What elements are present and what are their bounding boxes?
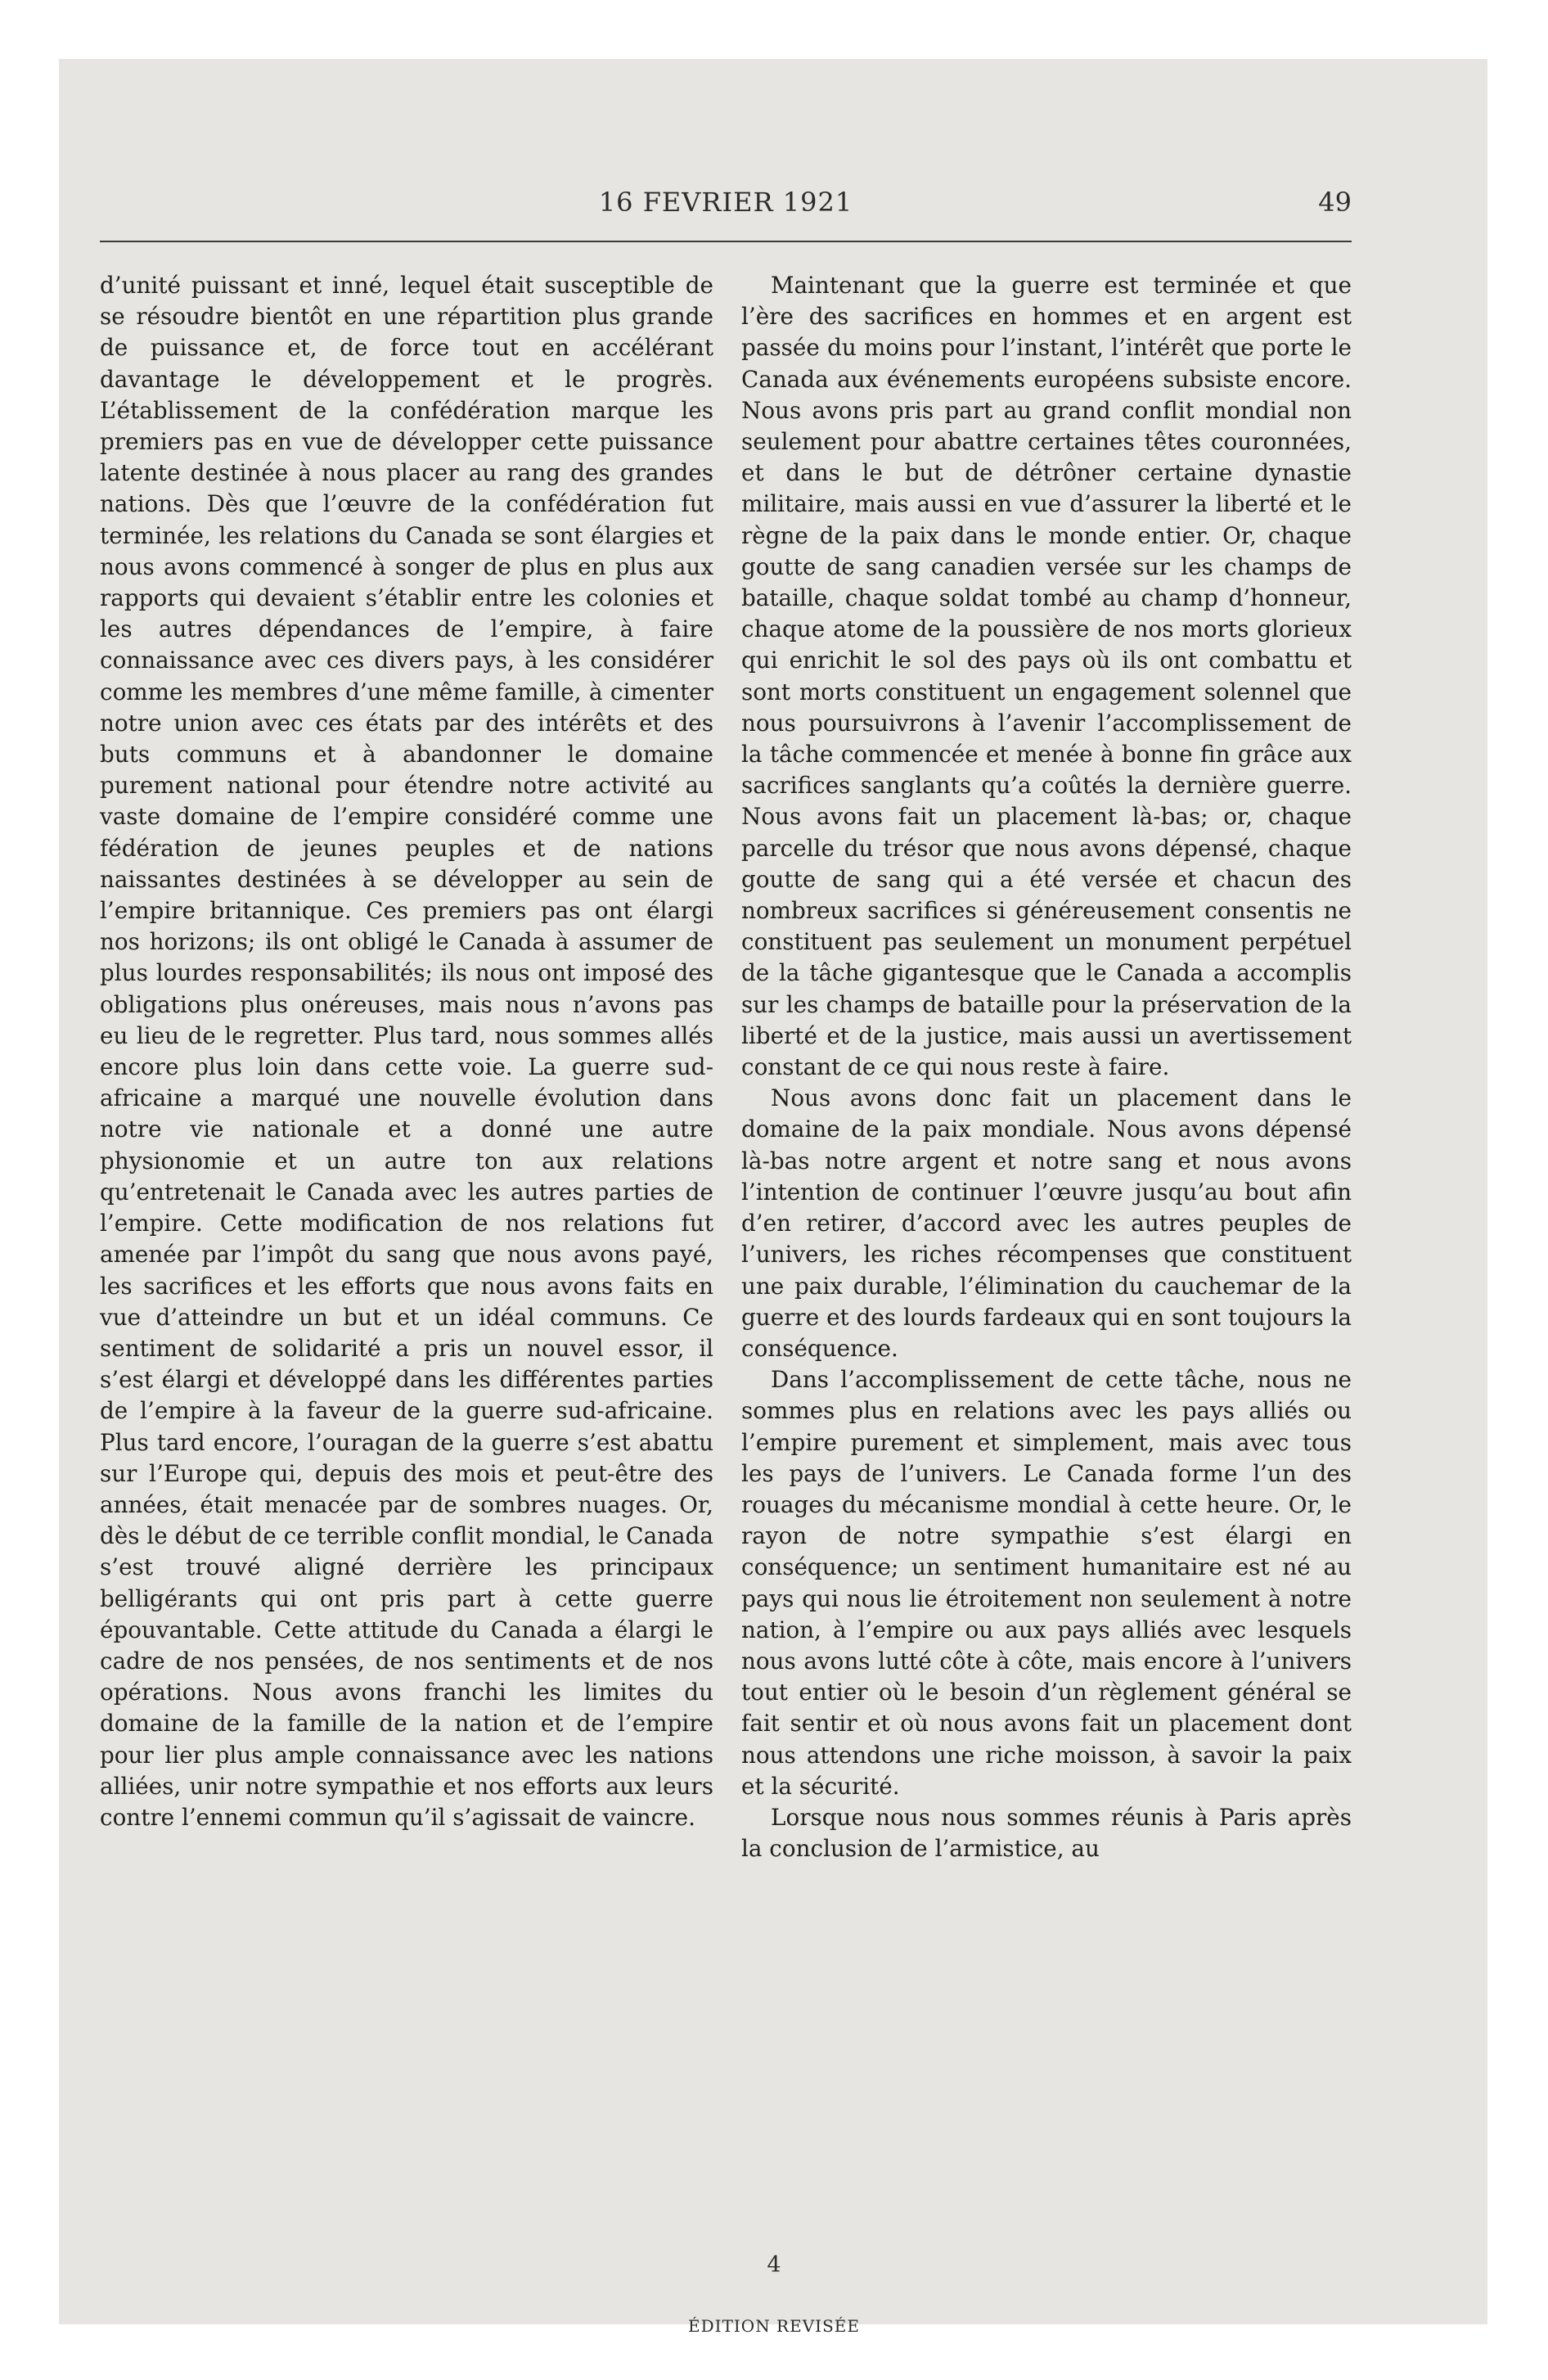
right-paragraph-1: Maintenant que la guerre est terminée et que l’ère des sacrifices en hommes et en argent est passée du moins pour l’instant, l’intérêt que porte le Canada aux événements européens subsiste encore. Nous avons pris part au grand conflit mondial non seulement pour abattre certaines têtes couronnées, et dans le but de détrôner certaine dynastie militaire, mais aussi en vue d’assurer la liberté et le règne de la paix dans le monde entier. Or, chaque goutte de sang canadien versée sur les champs de bataille, chaque soldat tombé au champ d’honneur, chaque atome de la poussière de nos morts glorieux qui enrichit le sol des pays où ils ont combattu et sont morts constituent un engagement solennel que nous poursuivrons à l’avenir l’accomplissement de la tâche commencée et menée à bonne fin grâce aux sacrifices sanglants qu’a coûtés la dernière guerre. Nous avons fait un placement là-bas; or, chaque parcelle du trésor que nous avons dépensé, chaque goutte de sang qui a été versée et chacun des nombreux sacrifices si généreusement consentis ne constituent pas seulement un monument perpétuel de la tâche gigantesque que le Canada a accomplis sur les champs de bataille pour la préservation de la liberté et de la justice, mais aussi un avertissement constant de ce qui nous reste à faire. xyxy=(741,272,1352,1081)
page-date: 16 FEVRIER 1921 xyxy=(598,187,853,218)
right-column xyxy=(741,270,1352,1864)
signature-mark: 4 xyxy=(767,2252,781,2278)
right-paragraph-4: Lorsque nous nous sommes réunis à Paris après la conclusion de l’armistice, au xyxy=(741,1803,1352,1863)
header-rule xyxy=(100,241,1352,242)
left-paragraph-1: d’unité puissant et inné, lequel était susceptible de se résoudre bientôt en une répartition plus grande de puissance et, de force tout en accélérant davantage le développement et le progrès. L’établissement de la confédération marque les premiers pas en vue de développer cette puissance latente destinée à nous placer au rang des grandes nations. Dès que l’œuvre de la confédération fut terminée, les relations du Canada se sont élargies et nous avons commencé à songer de plus en plus aux rapports qui devaient s’établir entre les colonies et les autres dépendances de l’empire, à faire connaissance avec ces divers pays, à les considérer comme les membres d’une même famille, à cimenter notre union avec ces états par des intérêts et des buts communs et à abandonner le domaine purement national pour étendre notre activité au vaste domaine de l’empire considéré comme une fédération de jeunes peuples et de nations naissantes destinées à se développer au sein de l’empire britannique. Ces premiers pas ont élargi nos horizons; ils ont obligé le Canada à assumer de plus lourdes responsabilités; ils nous ont imposé des obligations plus onéreuses, mais nous n’avons pas eu lieu de le regretter. Plus tard, nous sommes allés encore plus loin dans cette voie. La guerre sud-africaine a marqué une nouvelle évolution dans notre vie nationale et a donné une autre physionomie et un autre ton aux relations qu’entretenait le Canada avec les autres parties de l’empire. Cette modification de nos relations fut amenée par l’impôt du sang que nous avons payé, les sacrifices et les efforts que nous avons faits en vue d’atteindre un but et un idéal communs. Ce sentiment de solidarité a pris un nouvel essor, il s’est élargi et développé dans les différentes parties de l’empire à la faveur de la guerre sud-africaine. Plus tard encore, l’ouragan de la guerre s’est abattu sur l’Europe qui, depuis des mois et peut-être des années, était menacée par de sombres nuages. Or, dès le début de ce terrible conflit mondial, le Canada s’est trouvé aligné derrière les principaux belligérants qui ont pris part à cette guerre épouvantable. Cette attitude du Canada a élargi le cadre de nos pensées, de nos sentiments et de nos opérations. Nous avons franchi les limites du domaine de la famille de la nation et de l’empire pour lier plus ample connaissance avec les nations alliées, unir notre sympathie et nos efforts aux leurs contre l’ennemi commun qu’il s’agissait de vaincre. xyxy=(100,272,713,1831)
edition-footer: ÉDITION REVISÉE xyxy=(688,2316,860,2336)
page-number: 49 xyxy=(1318,187,1352,218)
right-paragraph-3: Dans l’accomplissement de cette tâche, nous ne sommes plus en relations avec les pays alliés ou l’empire purement et simplement, mais avec tous les pays de l’univers. Le Canada forme l’un des rouages du mécanisme mondial à cette heure. Or, le rayon de notre sympathie s’est élargi en conséquence; un sentiment humanitaire est né au pays qui nous lie étroitement non seulement à notre nation, à l’empire ou aux pays alliés avec lesquels nous avons lutté côte à côte, mais encore à l’univers tout entier où le besoin d’un règlement général se fait sentir et où nous avons fait un placement dont nous attendons une riche moisson, à savoir la paix et la sécurité. xyxy=(741,1366,1352,1800)
right-paragraph-2: Nous avons donc fait un placement dans le domaine de la paix mondiale. Nous avons dépensé là-bas notre argent et notre sang et nous avons l’intention de continuer l’œuvre jusqu’au bout afin d’en retirer, d’accord avec les autres peuples de l’univers, les riches récompenses que constituent une paix durable, l’élimination du cauchemar de la guerre et des lourds fardeaux qui en sont toujours la conséquence. xyxy=(741,1084,1352,1362)
page-header xyxy=(100,183,1352,224)
left-column xyxy=(100,270,713,1833)
